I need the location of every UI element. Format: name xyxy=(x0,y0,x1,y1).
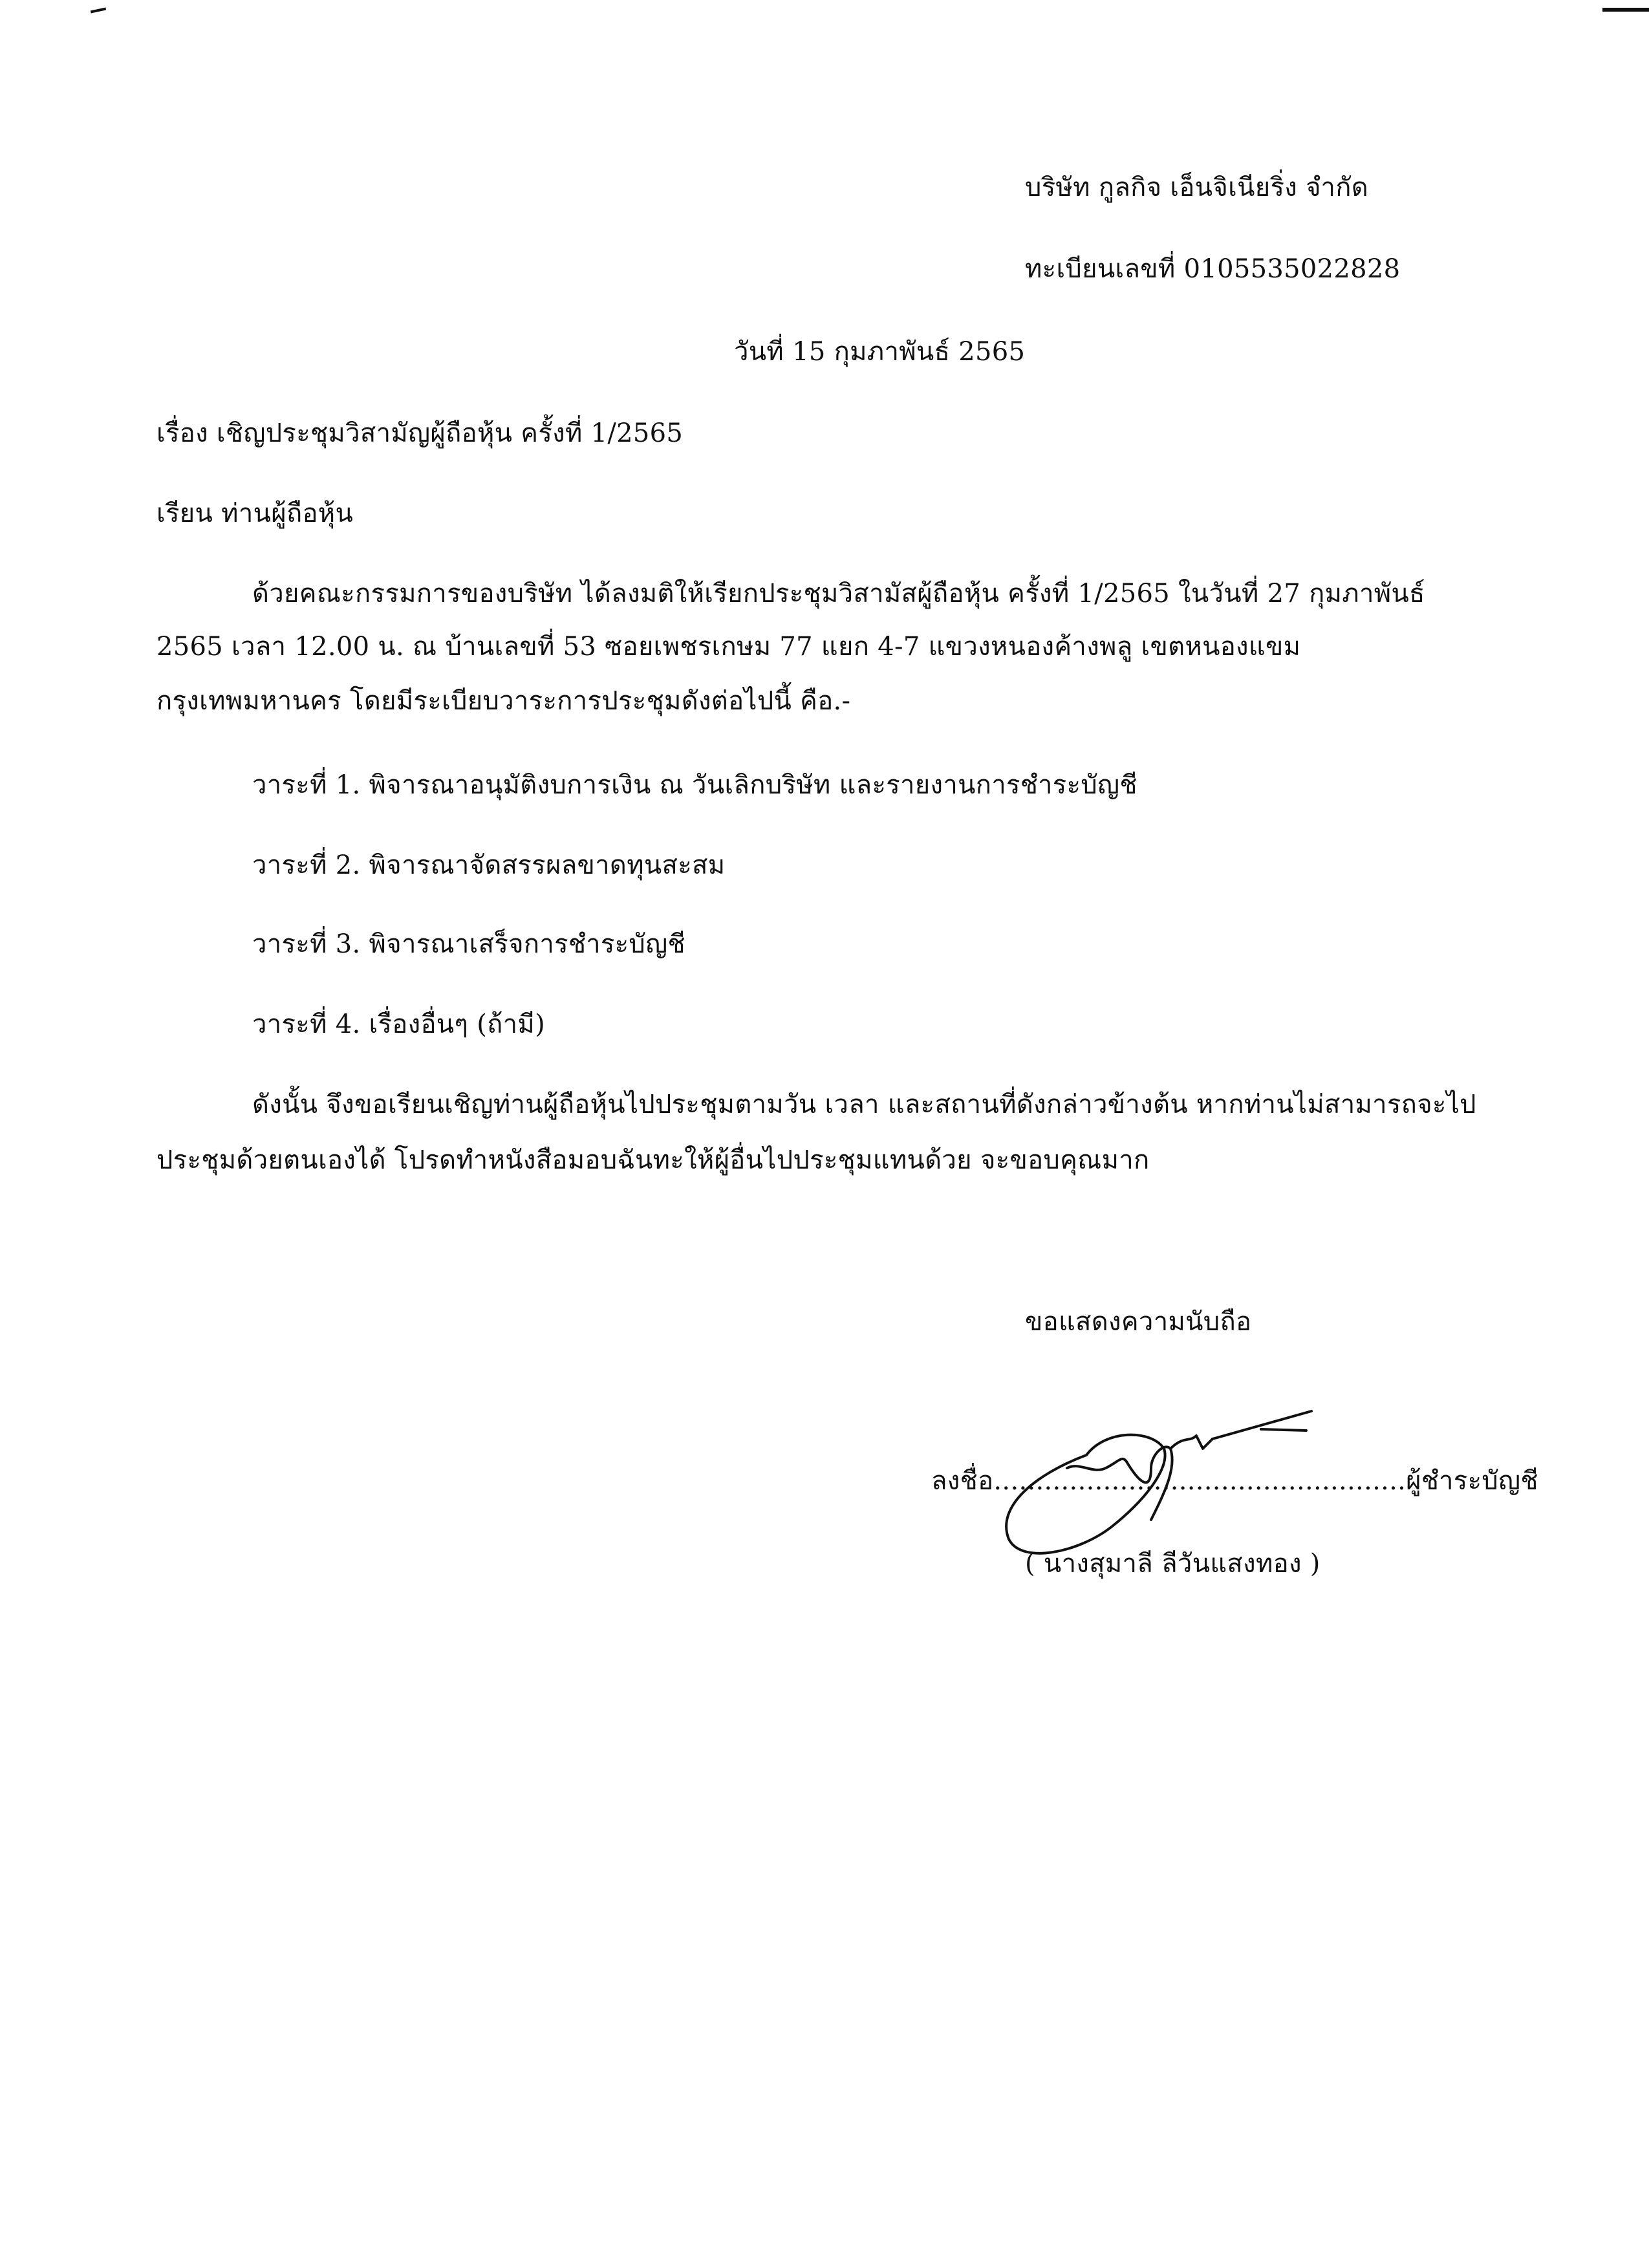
agenda-item-3: วาระที่ 3. พิจารณาเสร็จการชำระบัญชี xyxy=(252,929,685,959)
paragraph2-line2: ประชุมด้วยตนเองได้ โปรดทำหนังสือมอบฉันทะให้ผู้อื่นไปประชุมแทนด้วย จะขอบคุณมาก xyxy=(156,1145,1150,1175)
letter-date: วันที่ 15 กุมภาพันธ์ 2565 xyxy=(734,337,1026,367)
paragraph1-line3: กรุงเทพมหานคร โดยมีระเบียบวาระการประชุมดังต่อไปนี้ คือ.- xyxy=(156,686,851,716)
signature-line: ลงชื่อ.................................................ผู้ชำระบัญชี xyxy=(931,1466,1538,1496)
scan-mark-top-right xyxy=(1602,8,1649,12)
registration-number: ทะเบียนเลขที่ 0105535022828 xyxy=(1025,254,1401,284)
paragraph2-line1: ดังนั้น จึงขอเรียนเชิญท่านผู้ถือหุ้นไปประชุมตามวัน เวลา และสถานที่ดังกล่าวข้างต้น หากท่านไม่สามารถจะไป xyxy=(252,1090,1476,1119)
agenda-item-1: วาระที่ 1. พิจารณาอนุมัติงบการเงิน ณ วันเลิกบริษัท และรายงานการชำระบัญชี xyxy=(252,770,1137,800)
handwritten-signature xyxy=(957,1377,1345,1571)
paragraph1-line2: 2565 เวลา 12.00 น. ณ บ้านเลขที่ 53 ซอยเพชรเกษม 77 แยก 4-7 แขวงหนองค้างพลู เขตหนองแขม xyxy=(156,632,1301,662)
agenda-item-4: วาระที่ 4. เรื่องอื่นๆ (ถ้ามี) xyxy=(252,1010,545,1039)
letter-subject: เรื่อง เชิญประชุมวิสามัญผู้ถือหุ้น ครั้งที่ 1/2565 xyxy=(156,418,684,448)
closing-regards: ขอแสดงความนับถือ xyxy=(1025,1307,1252,1337)
company-name: บริษัท กูลกิจ เอ็นจิเนียริ่ง จำกัด xyxy=(1025,173,1369,202)
paragraph1-line1: ด้วยคณะกรรมการของบริษัท ได้ลงมติให้เรียกประชุมวิสามัสผู้ถือหุ้น ครั้งที่ 1/2565 ในวันที่ 27 กุมภาพันธ์ xyxy=(252,579,1425,609)
scan-mark-top-left xyxy=(91,8,106,14)
signer-name: ( นางสุมาลี ลีวันแสงทอง ) xyxy=(1025,1549,1320,1579)
agenda-item-2: วาระที่ 2. พิจารณาจัดสรรผลขาดทุนสะสม xyxy=(252,850,726,880)
letter-salutation: เรียน ท่านผู้ถือหุ้น xyxy=(156,499,354,528)
